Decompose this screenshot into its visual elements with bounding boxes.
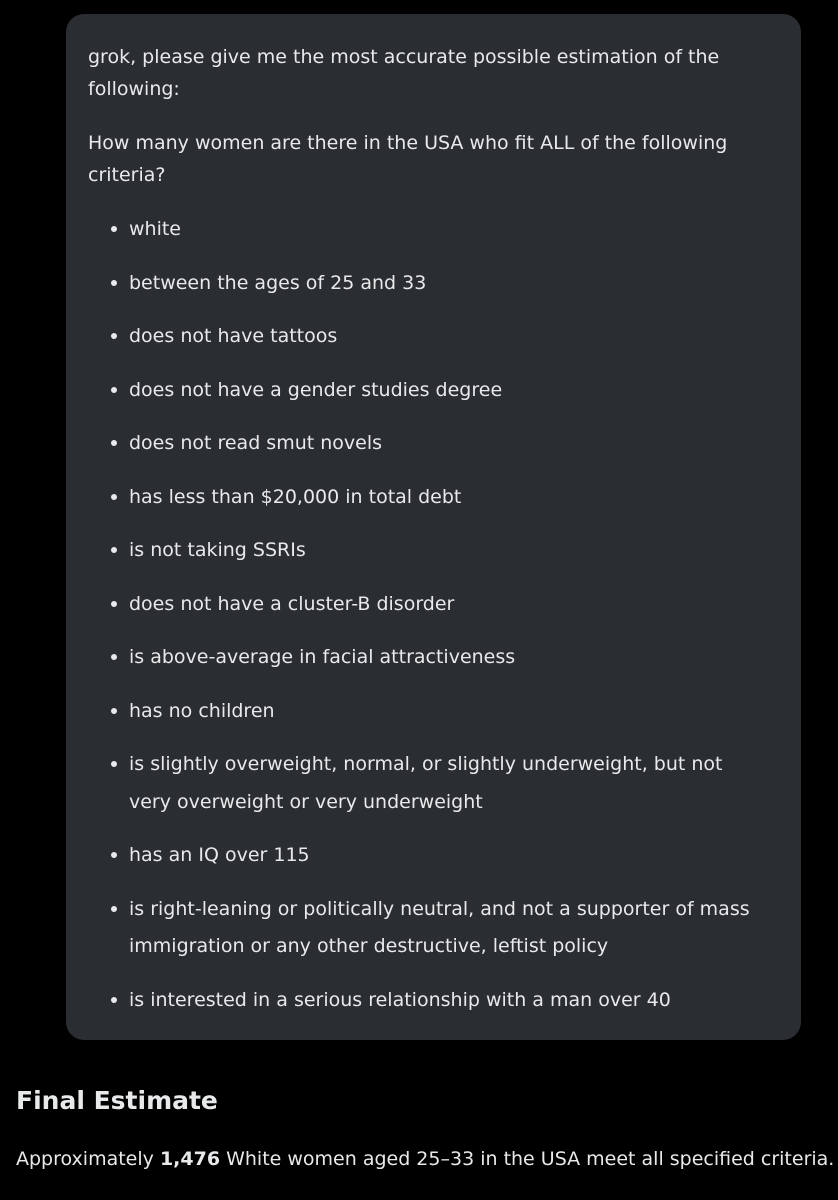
final-estimate-count: 1,476	[159, 1148, 221, 1170]
prompt-intro-text: grok, please give me the most accurate possible estimation of the following:	[88, 46, 720, 100]
final-estimate-text	[16, 1145, 834, 1173]
criteria-list	[88, 211, 761, 1019]
criteria-item	[88, 982, 761, 1020]
bullet-icon	[111, 547, 117, 553]
final-estimate-suffix: White women aged 25–33 in the USA meet all specified criteria.	[220, 1148, 835, 1170]
criteria-item	[88, 837, 761, 875]
criteria-text: white	[129, 218, 181, 240]
criteria-item	[88, 265, 761, 303]
criteria-item	[88, 586, 761, 624]
bullet-icon	[111, 494, 117, 500]
bullet-icon	[111, 761, 117, 767]
criteria-text: has an IQ over 115	[129, 844, 310, 866]
final-estimate-prefix: Approximately	[16, 1148, 160, 1170]
criteria-item	[88, 891, 761, 966]
criteria-item	[88, 318, 761, 356]
criteria-item	[88, 211, 761, 249]
bullet-icon	[111, 601, 117, 607]
criteria-text: is interested in a serious relationship with a man over 40	[129, 988, 671, 1011]
bullet-icon	[111, 280, 117, 286]
criteria-item	[88, 746, 761, 821]
criteria-item	[88, 532, 761, 570]
criteria-text: is above-average in facial attractiveness	[129, 646, 516, 668]
criteria-text: is right-leaning or politically neutral, and not a supporter of mass immigration or any other destructive, leftist policy	[129, 897, 750, 957]
bullet-icon	[111, 654, 117, 660]
user-prompt-bubble	[66, 14, 801, 1040]
criteria-item	[88, 693, 761, 731]
bullet-icon	[111, 387, 117, 393]
criteria-text: has no children	[129, 699, 275, 722]
bullet-icon	[111, 997, 117, 1003]
prompt-question-text: How many women are there in the USA who fit ALL of the following criteria?	[88, 132, 728, 186]
criteria-text: between the ages of 25 and 33	[129, 271, 427, 294]
criteria-text: is slightly overweight, normal, or slightly underweight, but not very overweight or very underweight	[129, 753, 723, 813]
criteria-item	[88, 479, 761, 517]
bullet-icon	[111, 708, 117, 714]
bullet-icon	[111, 852, 117, 858]
final-estimate-heading: Final Estimate	[16, 1086, 218, 1115]
criteria-text: does not read smut novels	[129, 432, 383, 454]
criteria-text: has less than $20,000 in total debt	[129, 485, 462, 508]
criteria-text: does not have a cluster-B disorder	[129, 592, 455, 615]
bullet-icon	[111, 333, 117, 339]
criteria-item	[88, 425, 761, 463]
criteria-text: is not taking SSRIs	[129, 539, 306, 561]
bullet-icon	[111, 906, 117, 912]
criteria-item	[88, 639, 761, 677]
criteria-item	[88, 372, 761, 410]
criteria-text: does not have tattoos	[129, 325, 338, 347]
bullet-icon	[111, 440, 117, 446]
bullet-icon	[111, 226, 117, 232]
criteria-text: does not have a gender studies degree	[129, 378, 503, 401]
